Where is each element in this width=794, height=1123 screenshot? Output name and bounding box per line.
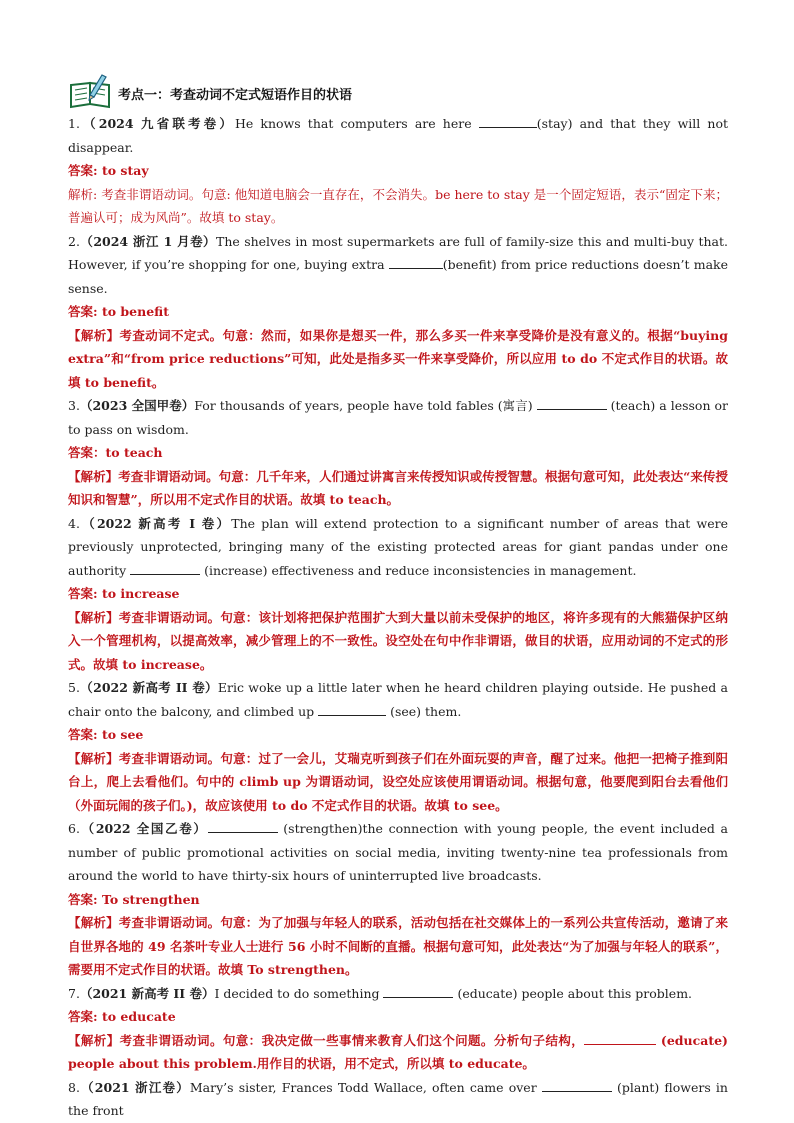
question-6 bbox=[68, 817, 728, 888]
question-text: Eric woke up a little later when he heard children playing outside. He pushed a chair onto the balcony, and climbed up bbox=[68, 680, 728, 719]
answer-4: 答案: to increase bbox=[68, 586, 180, 601]
explanation-label: 【解析】 bbox=[68, 468, 119, 484]
explanation-7 bbox=[68, 1029, 728, 1076]
question-number: 4. bbox=[68, 515, 80, 531]
explanation-5 bbox=[68, 747, 728, 818]
question-source: （2022 新高考 II 卷） bbox=[79, 680, 218, 695]
question-3 bbox=[68, 394, 728, 441]
explanation-2 bbox=[68, 324, 728, 395]
question-source: （2023 全国甲卷） bbox=[79, 398, 195, 413]
answer-2: 答案: to benefit bbox=[68, 304, 170, 319]
explanation-text: (educate) people about this problem.用作目的状语，用不定式，所以填 to educate。 bbox=[68, 1032, 728, 1071]
explanation-3 bbox=[68, 465, 728, 512]
section-header bbox=[68, 70, 728, 110]
question-source: （2022 新高考 I 卷） bbox=[79, 515, 232, 531]
book-pencil-icon bbox=[68, 71, 114, 109]
explanation-text: 考查非谓语动词。句意: 他知道电脑会一直存在，不会消失。be here to stay 是一个固定短语，表示“固定下来；普遍认可；成为风尚”。故填 to stay。 bbox=[68, 186, 728, 225]
question-source: （2022 全国乙卷） bbox=[79, 821, 208, 836]
question-source: （2021 浙江卷） bbox=[79, 1079, 190, 1095]
answer-blank[interactable] bbox=[318, 701, 386, 716]
question-text: (teach) a lesson or to pass on wisdom. bbox=[68, 398, 728, 437]
explanation-text: 考查非谓语动词。句意：为了加强与年轻人的联系，活动包括在社交媒体上的一系列公共宣传活动，邀请了来自世界各地的 49 名茶叶专业人士进行 56 小时不间断的直播。根据句意可知，此处表达“为了加强与年轻人的联系”，需要用不定式作目的状语。故填 To strengthen。 bbox=[68, 915, 728, 977]
answer-blank[interactable] bbox=[389, 254, 443, 269]
explanation-1 bbox=[68, 183, 728, 230]
question-2 bbox=[68, 230, 728, 301]
explanation-label: 【解析】 bbox=[68, 915, 119, 930]
question-text: (see) them. bbox=[386, 703, 462, 719]
question-text: I decided to do something bbox=[214, 985, 384, 1001]
question-1 bbox=[68, 112, 728, 159]
question-number: 7. bbox=[68, 985, 80, 1001]
explanation-6 bbox=[68, 911, 728, 982]
question-7 bbox=[68, 982, 728, 1006]
question-number: 1. bbox=[68, 116, 80, 131]
explanation-label: 【解析】 bbox=[68, 1032, 120, 1048]
question-text: (educate) people about this problem. bbox=[453, 985, 693, 1001]
question-text: The plan will extend protection to a significant number of areas that were previously unprotected, bringing many of the existing protected areas for giant pandas under one authority bbox=[68, 515, 729, 578]
answer-6: 答案: To strengthen bbox=[68, 891, 200, 907]
question-number: 8. bbox=[68, 1079, 80, 1095]
explanation-text: 考查动词不定式。句意：然而，如果你是想买一件，那么多买一件来享受降价是没有意义的。根据“buying extra”和“from price reductions”可知，此处是指多买一件来享受降价，所以应用 to do 不定式作目的状语。故填 to benefit。 bbox=[68, 327, 728, 390]
question-source: （2021 新高考 II 卷） bbox=[79, 985, 215, 1001]
question-text: (increase) effectiveness and reduce inconsistencies in management. bbox=[200, 562, 637, 578]
explanation-text: 考查非谓语动词。句意：几千年来，人们通过讲寓言来传授知识或传授智慧。根据句意可知，此处表达“来传授知识和智慧”，所以用不定式作目的状语。故填 to teach。 bbox=[68, 468, 728, 507]
explanation-text: 考查非谓语动词。句意：我决定做一些事情来教育人们这个问题。分析句子结构， bbox=[119, 1032, 585, 1048]
explanation-blank bbox=[584, 1030, 656, 1045]
question-text: (strengthen)the connection with young people, the event included a number of public promotional activities on social media, inviting twenty-nine tea professionals from around the world to have thirty-six hours of uninterrupted live broadcasts. bbox=[68, 821, 728, 883]
question-5 bbox=[68, 676, 728, 723]
section-title: 考点一：考查动词不定式短语作目的状语 bbox=[118, 87, 353, 103]
question-4 bbox=[68, 512, 728, 583]
explanation-label: 【解析】 bbox=[68, 750, 119, 766]
answer-1: 答案: to stay bbox=[68, 163, 149, 178]
question-text: (benefit) from price reductions doesn’t make sense. bbox=[68, 257, 728, 296]
explanation-label: 【解析】 bbox=[68, 327, 120, 343]
question-text: (plant) flowers in the front bbox=[68, 1079, 728, 1118]
explanation-4 bbox=[68, 606, 728, 677]
question-source: （2024 浙江 1 月卷） bbox=[79, 233, 216, 249]
question-number: 5. bbox=[68, 680, 80, 695]
question-text: The shelves in most supermarkets are full of family-size this and multi-buy that. However, if you’re shopping for one, buying extra bbox=[68, 233, 728, 272]
explanation-label: 【解析】 bbox=[68, 609, 119, 625]
question-source: （2024 九省联考卷） bbox=[79, 116, 235, 131]
explanation-text: 考查非谓语动词。句意：过了一会儿，艾瑞克听到孩子们在外面玩耍的声音，醒了过来。他把一把椅子推到阳台上，爬上去看他们。句中的 climb up 为谓语动词，设空处应该使用谓语动词。根据句意，他要爬到阳台去看他们（外面玩闹的孩子们。)，故应该使用 to do 不定式作目的状语。故填 to see。 bbox=[68, 750, 728, 813]
question-text: (stay) and that they will not disappear. bbox=[68, 116, 728, 155]
answer-blank[interactable] bbox=[383, 983, 453, 998]
answer-7: 答案: to educate bbox=[68, 1009, 176, 1024]
question-number: 3. bbox=[68, 398, 80, 413]
question-text: Mary’s sister, Frances Todd Wallace, often came over bbox=[189, 1079, 542, 1095]
question-number: 6. bbox=[68, 821, 80, 836]
answer-blank[interactable] bbox=[542, 1077, 612, 1092]
question-number: 2. bbox=[68, 233, 80, 249]
answer-3: 答案：to teach bbox=[68, 445, 163, 460]
question-8 bbox=[68, 1076, 728, 1123]
answer-blank[interactable] bbox=[208, 818, 278, 833]
page bbox=[68, 70, 728, 1123]
answer-5: 答案: to see bbox=[68, 727, 144, 742]
explanation-text: 考查非谓语动词。句意：该计划将把保护范围扩大到大量以前未受保护的地区，将许多现有的大熊猫保护区纳入一个管理机构，以提高效率，减少管理上的不一致性。设空处在句中作非谓语，做目的状语，应用动词的不定式的形式。故填 to increase。 bbox=[68, 609, 728, 672]
explanation-label: 解析: bbox=[68, 186, 102, 202]
answer-blank[interactable] bbox=[130, 560, 200, 575]
question-text: He knows that computers are here bbox=[234, 116, 479, 131]
question-text: For thousands of years, people have told fables (寓言) bbox=[194, 398, 537, 413]
answer-blank[interactable] bbox=[537, 395, 607, 410]
answer-blank[interactable] bbox=[479, 113, 537, 128]
